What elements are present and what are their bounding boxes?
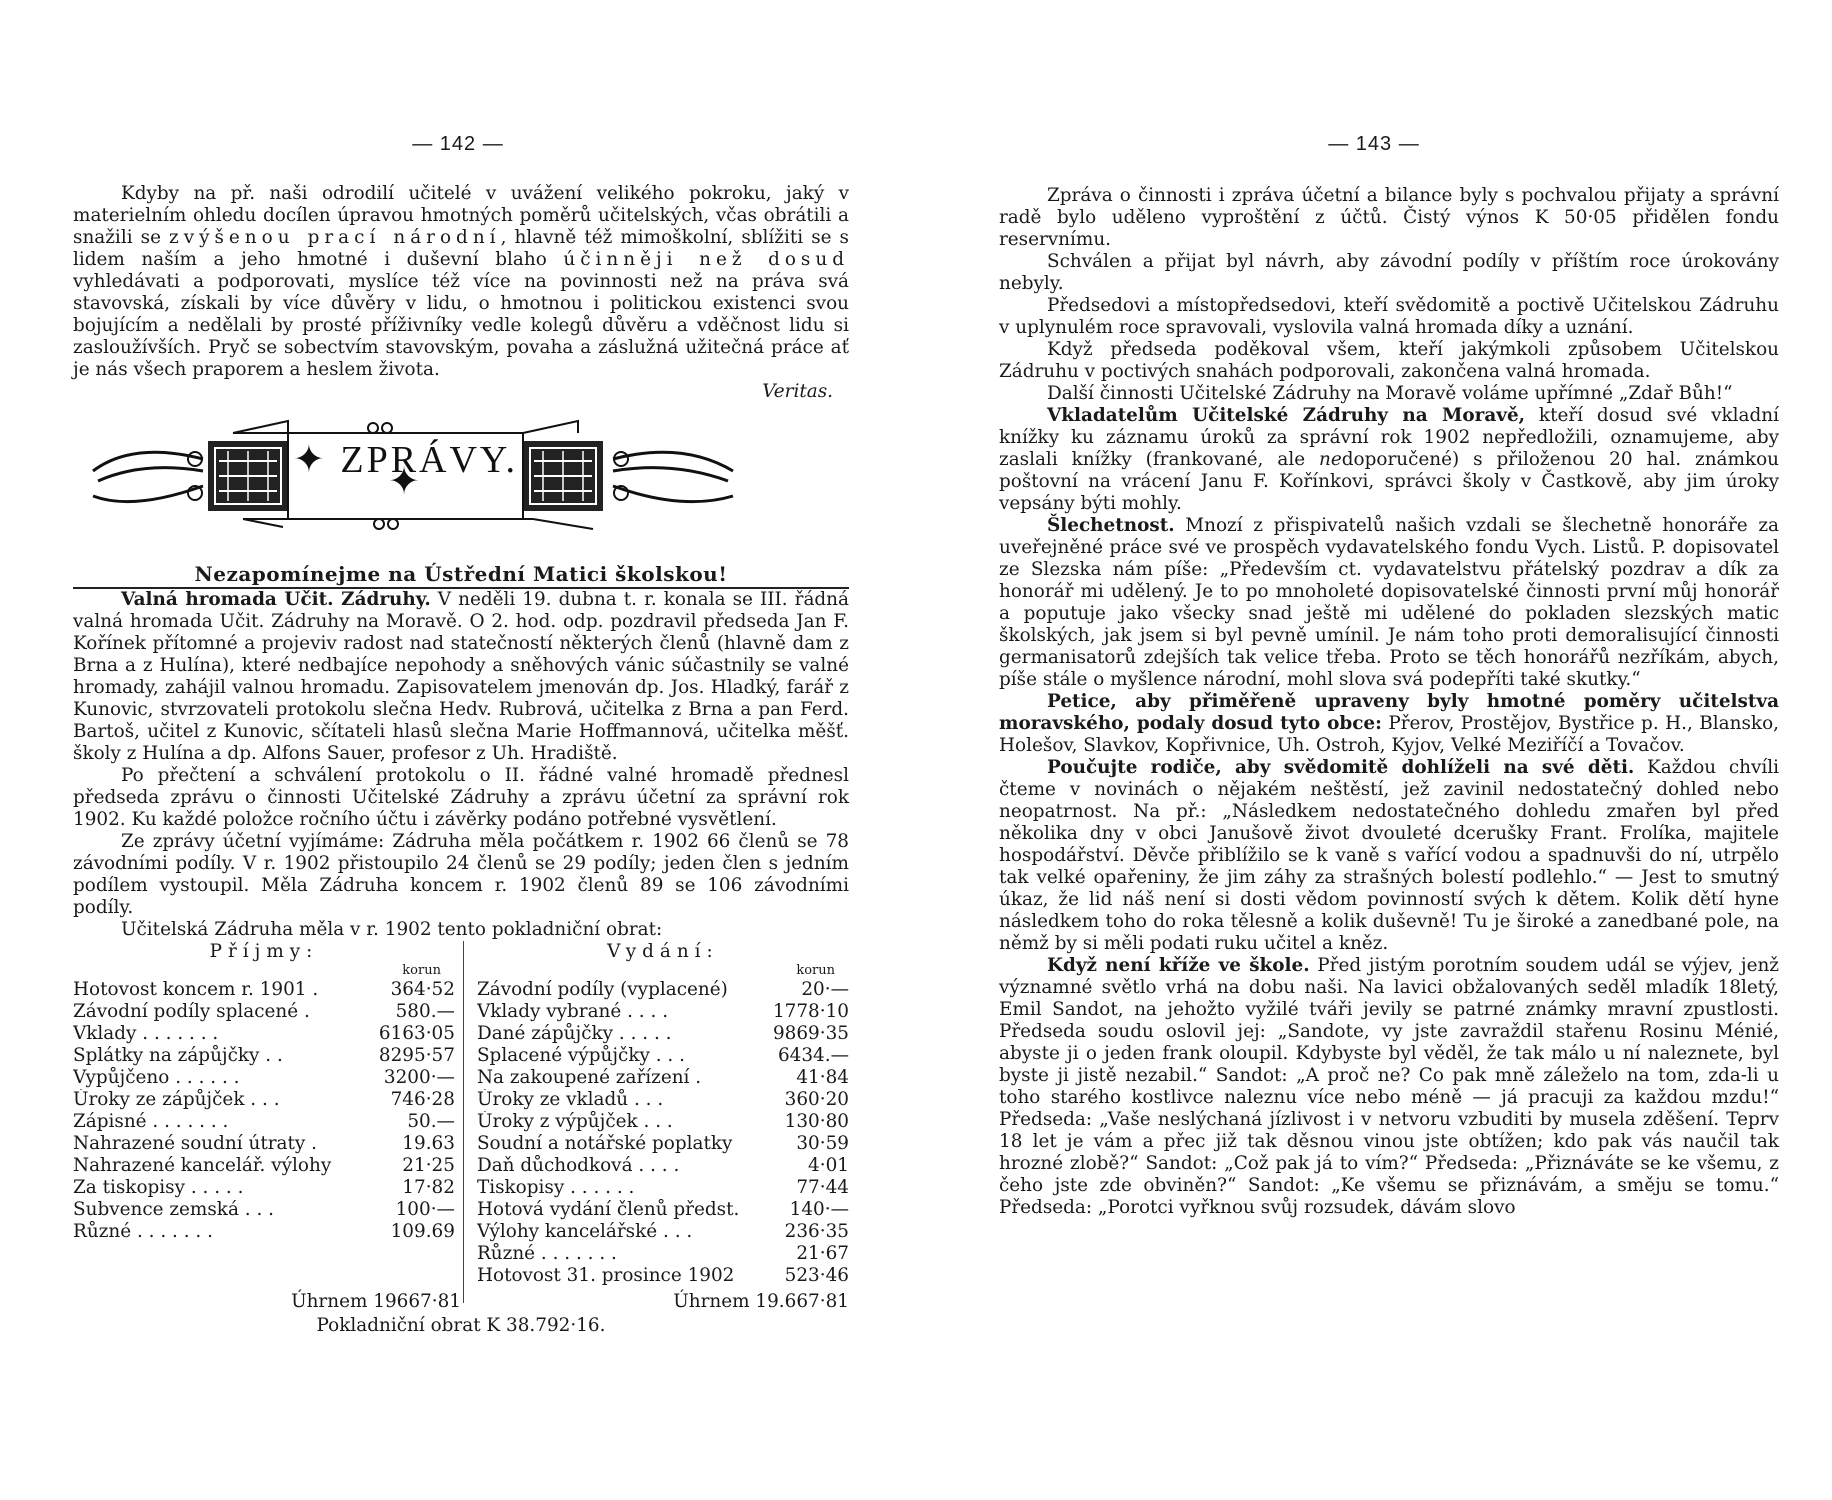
ledger-item-label: Splacené výpůjčky . . . — [476, 1045, 685, 1066]
ledger-columns — [73, 941, 849, 1287]
report-paragraph — [73, 589, 849, 765]
ledger-item-amount: 100·— — [395, 1199, 455, 1220]
ledger-item-amount: 9869·35 — [772, 1023, 849, 1044]
news-paragraph: Zpráva o činnosti i zpráva účetní a bilance byly s pochvalou přijaty a správní radě bylo uděleno vyproštění z účtů. Čistý výnos K 50·05 přidělen fondu reservnímu. — [999, 185, 1779, 250]
ledger-item-label: Vypůjčeno . . . . . . — [73, 1067, 240, 1088]
ledger-item-amount: 523·46 — [784, 1265, 849, 1286]
ledger-row — [73, 1133, 455, 1155]
ledger-item-label: Nahrazené kancelář. výlohy — [73, 1155, 332, 1176]
ledger-item-label: Vklady vybrané . . . . — [476, 1001, 669, 1022]
ledger-item-amount: 1778·10 — [772, 1001, 849, 1022]
ledger-item-amount: 746·28 — [390, 1089, 455, 1110]
item-body: kteří dosud své vkladní knížky ku záznamu úroků za správní rok 1902 nepředložili, oznamujeme, aby zaslali knížky (frankované, ale — [999, 405, 1780, 470]
members-paragraph: Ze zprávy účetní vyjímáme: Zádruha měla počátkem r. 1902 66 členů se 78 závodními podíly. V r. 1902 přistoupilo 24 členů se 29 podíly; jeden člen s jedním podílem vystoupil. Měla Zádruha koncem r. 1902 členů 89 se 106 závodními podíly. — [73, 831, 849, 918]
ledger-item-label: Hotovost koncem r. 1901 . — [73, 979, 319, 1000]
news-paragraph — [999, 691, 1779, 757]
ledger-row — [477, 1089, 849, 1111]
ledger-item-amount: 6434.— — [777, 1045, 849, 1066]
ledger-item-amount: 30·59 — [796, 1133, 849, 1154]
ledger-row — [477, 1155, 849, 1177]
ledger-row — [477, 1243, 849, 1265]
ledger-row — [73, 1221, 455, 1243]
news-paragraph — [999, 515, 1779, 691]
news-paragraph: Další činnosti Učitelské Zádruhy na Moravě voláme upřímné „Zdař Bůh!“ — [1047, 383, 1733, 404]
ledger-row — [477, 1111, 849, 1133]
item-lead: Poučujte rodiče, aby svědomitě dohlíželi na své děti. — [1047, 757, 1635, 778]
unit-label: korun — [402, 963, 441, 978]
ledger-row — [73, 1155, 455, 1177]
ledger-item-amount: 130·80 — [784, 1111, 849, 1132]
ledger-row — [73, 1199, 455, 1221]
income-header: Příjmy: — [209, 941, 319, 962]
editorial-paragraph — [73, 183, 849, 381]
section-heading: Nezapomínejme na Ústřední Matici školskou! — [73, 563, 849, 589]
ledger-item-amount: 364·52 — [390, 979, 455, 1000]
ledger-item-amount: 19.63 — [402, 1133, 455, 1154]
signature: Veritas. — [762, 381, 833, 402]
ledger-row — [73, 1001, 455, 1023]
protocol-paragraph: Po přečtení a schválení protokolu o II. řádné valné hromadě přednesl předseda zprávu o činnosti Učitelské Zádruhy a zprávu účetní za správní rok 1902. Ku každé položce ročního účtu i závěrky podáno potřebné vysvětlení. — [73, 765, 849, 830]
item-body: Mnozí z přispivatelů našich vzdali se šlechetně honoráře za uveřejněné práce své ve prospěch vydavatelského fondu Vych. Listů. P. dopisovatel ze Slezska nám píše: „Především ct. vydavatelstvu přátelský pozdrav a dík za honorář mi udělený. Je to po mnoholeté dopisovatelské činnosti první můj honorář a poputuje jako všecky snad ještě mi udělené do pokladen slezských matic školských, jak jsem si byl pevně umínil. Je nám toho proti demoralisující činnosti germanisatorů zdejších tak velice třeba. Proto se těch honorářů nezříkám, abych, píše stále o myšlence národní, mohl slova svá podepříti také skutky.“ — [999, 515, 1779, 690]
news-paragraph: Když předseda poděkoval všem, kteří jakýmkoli způsobem Učitelskou Zádruhu v poctivých snahách podporovali, zakončena valná hromada. — [999, 339, 1779, 382]
ledger-item-amount: 20·— — [801, 979, 849, 1000]
expense-rows — [477, 979, 849, 1287]
ledger-item-label: Subvence zemská . . . — [73, 1199, 274, 1220]
left-column — [73, 183, 849, 1337]
ledger-item-label: Nahrazené soudní útraty . — [73, 1133, 317, 1154]
ledger-item-label: Různé . . . . . . . — [476, 1243, 617, 1264]
ledger-row — [477, 1265, 849, 1287]
ledger-item-label: Zápisné . . . . . . . — [73, 1111, 229, 1132]
item-body: doporučené) s přiloženou 20 hal. známkou poštovní na vrácení Janu F. Kořínkovi, správci školy v Častkově, aby jim úroky vepsány býti mohly. — [999, 449, 1779, 514]
ledger-row — [477, 1133, 849, 1155]
item-lead: Šlechetnost. — [1047, 515, 1175, 536]
ledger-item-label: Na zakoupené zařízení . — [476, 1067, 702, 1088]
news-paragraph — [999, 757, 1779, 955]
ledger-item-amount: 77·44 — [796, 1177, 849, 1198]
ledger-item-amount: 236·35 — [784, 1221, 849, 1242]
ledger-item-amount: 580.— — [395, 1001, 455, 1022]
ledger-item-label: Splátky na zápůjčky . . — [73, 1045, 283, 1066]
editorial-text: Kdyby na př. naši odrodilí učitelé v uvážení velikého pokroku, jaký v materielním ohledu docílen úpravou hmotných poměrů učitelských, včas obrátili a snažili se — [73, 183, 849, 248]
news-paragraph — [999, 955, 1779, 1219]
news-paragraph: Předsedovi a místopředsedovi, kteří svědomitě a poctivě Učitelskou Zádruhu v uplynulém roce spravovali, vyslovila valná hromada díky a uznání. — [999, 295, 1779, 338]
item-body: Přerov, Prostějov, Bystřice p. H., Blansko, Holešov, Slavkov, Kopřivnice, Uh. Ostroh, Kyjov, Velké Meziříčí a Tovačov. — [999, 713, 1779, 756]
ledger-item-label: Výlohy kancelářské . . . — [476, 1221, 693, 1242]
ledger-item-label: Dané zápůjčky . . . . . — [476, 1023, 672, 1044]
ledger-row — [73, 1067, 455, 1089]
page-number: — 142 — — [412, 133, 504, 155]
page-number: — 143 — — [1328, 133, 1420, 155]
ledger-item-label: Hotovost 31. prosince 1902 — [476, 1265, 735, 1286]
ledger-row — [477, 1177, 849, 1199]
ledger-item-amount: 21·25 — [402, 1155, 455, 1176]
news-paragraph: Schválen a přijat byl návrh, aby závodní podíly v příštím roce úrokovány nebyly. — [999, 251, 1779, 294]
news-paragraph — [999, 405, 1779, 515]
cash-ledger — [73, 941, 849, 1337]
section-banner-title: ✦ ZPRÁVY. ✦ — [293, 439, 518, 503]
ledger-row — [477, 1023, 849, 1045]
expense-header: Vydání: — [607, 941, 719, 962]
item-italic: ne — [1319, 449, 1342, 470]
ledger-row — [477, 1199, 849, 1221]
spaced-emphasis: zvýšenou prací národní — [169, 227, 501, 248]
item-lead: Vkladatelům Učitelské Zádruhy na Moravě, — [1047, 405, 1526, 426]
ledger-item-amount: 50.— — [407, 1111, 455, 1132]
ledger-row — [477, 1221, 849, 1243]
expense-column — [463, 941, 849, 1287]
spaced-emphasis: účinněji než dosud — [563, 249, 849, 270]
ledger-row — [73, 1111, 455, 1133]
ledger-row — [477, 979, 849, 1001]
ledger-row — [73, 1177, 455, 1199]
ledger-totals — [73, 1291, 849, 1313]
expense-total: Úhrnem 19.667·81 — [673, 1291, 849, 1312]
ledger-item-label: Vklady . . . . . . . — [73, 1023, 219, 1044]
ledger-item-amount: 3200·— — [383, 1067, 455, 1088]
ledger-item-label: Úroky ze vkladů . . . — [476, 1089, 664, 1110]
ledger-item-label: Tiskopisy . . . . . . — [476, 1177, 635, 1198]
unit-label: korun — [796, 963, 835, 978]
income-column — [73, 941, 463, 1287]
ledger-item-amount: 21·67 — [796, 1243, 849, 1264]
ledger-row — [73, 979, 455, 1001]
ledger-row — [73, 1089, 455, 1111]
ledger-row — [477, 1045, 849, 1067]
item-lead: Když není kříže ve škole. — [1047, 955, 1310, 976]
ledger-item-amount: 41·84 — [796, 1067, 849, 1088]
ledger-item-label: Za tiskopisy . . . . . — [73, 1177, 244, 1198]
ledger-item-label: Soudní a notářské poplatky — [476, 1133, 733, 1154]
grand-total: Pokladniční obrat K 38.792·16. — [316, 1315, 606, 1336]
ledger-item-amount: 17·82 — [402, 1177, 455, 1198]
ledger-item-label: Různé . . . . . . . — [73, 1221, 213, 1242]
ledger-item-amount: 140·— — [789, 1199, 849, 1220]
ledger-row — [73, 1023, 455, 1045]
turnover-paragraph: Učitelská Zádruha měla v r. 1902 tento pokladniční obrat: — [121, 919, 663, 940]
report-lead: Valná hromada Učit. Zádruhy. — [121, 589, 431, 610]
ledger-row — [477, 1001, 849, 1023]
ledger-row — [477, 1067, 849, 1089]
ledger-item-label: Úroky z výpůjček . . . — [476, 1111, 673, 1132]
editorial-text: , hlavně též mimoškolní, sblížiti se s lidem naším a jeho hmotné i duševní blaho — [73, 227, 849, 270]
zpravy-banner — [73, 411, 849, 571]
ledger-item-amount: 109.69 — [390, 1221, 455, 1242]
item-lead: Petice, aby přiměřeně upraveny byly hmotné poměry učitelstva moravského, podaly dosud tyto obce: — [999, 691, 1779, 734]
ledger-row — [73, 1045, 455, 1067]
report-body: V neděli 19. dubna t. r. konala se III. řádná valná hromada Učit. Zádruhy na Moravě. O 2. hod. odp. pozdravil předseda Jan F. Kořínek přítomné a projeviv radost nad statečností některých členů (hlavně dam z Brna a z Hulína), které nedbajíce nepohody a sněhových vánic súčastnily se valné hromady, zahájil valnou hromadu. Zapisovatelem jmenován dp. Jos. Hladký, farář z Kunovic, stvrzovateli protokolu slečna Hedv. Rubrová, učitelka z Brna a pan Ferd. Bartoš, učitel z Kunovic, sčítateli hlasů slečna Marie Hoffmannová, učitelka měšť. školy z Hulína a dp. Alfons Sauer, profesor z Uh. Hradiště. — [73, 589, 849, 764]
ledger-item-amount: 8295·57 — [378, 1045, 455, 1066]
editorial-text: vyhledávati a podporovati, myslíce též více na povinnosti než na práva svá stavovská, získali by více důvěry v lidu, o hmotnou i politickou existenci svou bojujícím a nedělali by prosté příživníky vedle kolegů důvěru a vděčnost lidu si zasloužívších. Pryč se sobectvím stavovským, povaha a záslužná užitečná práce ať je nás všech praporem a heslem života. — [73, 271, 849, 380]
ledger-item-label: Závodní podíly (vyplacené) — [476, 979, 728, 1000]
ledger-item-label: Hotová vydání členů předst. — [476, 1199, 740, 1220]
ledger-item-amount: 4·01 — [808, 1155, 849, 1176]
item-body: Před jistým porotním soudem udál se výjev, jenž významné světlo vrhá na dobu naši. Na lavici obžalovaných seděl mladík 18letý, Emil Sandot, na jehožto vyžilé tváři jevily se patrné známky mravní zpustlosti. Předseda soudu oslovil jej: „Sandote, vy jste zavraždil stařenu Rosinu Ménié, abyste ji o jeden frank oloupil. Kdybyste byl věděl, že tak málo u ní naleznete, byl byste ji jistě nezabil.“ Sandot: „A proč ne? Co pak mně záleželo na tom, zda-li u toho starého kostlivce naleznu více nebo méně — já pracuji za každou mzdu!“ Předseda: „Vaše neslýchaná jízlivost i v netvoru vzbuditi by musela zděšení. Teprv 18 let je vám a přec již tak děsnou vinou jste obtížen; kdo pak vás naučil tak hrozné zlobě?“ Sandot: „Což pak já to vím?“ Předseda: „Přiznáváte se ke všemu, z čeho jste zde obviněn?“ Sandot: „Ke všemu se přiznávám, a směju se tomu.“ Předseda: „Porotci vyřknou svůj rozsudek, dávám slovo — [999, 955, 1779, 1218]
income-total: Úhrnem 19667·81 — [291, 1291, 461, 1312]
ledger-item-amount: 360·20 — [784, 1089, 849, 1110]
right-column — [999, 185, 1779, 1219]
ledger-item-label: Daň důchodková . . . . — [476, 1155, 680, 1176]
ledger-item-label: Závodní podíly splacené . — [73, 1001, 310, 1022]
ledger-item-amount: 6163·05 — [378, 1023, 455, 1044]
income-rows — [73, 979, 455, 1243]
ledger-item-label: Úroky ze zápůjček . . . — [73, 1089, 280, 1110]
item-body: Každou chvíli čteme v novinách o nějakém neštěstí, jež zavinil nedostatečný dohled nebo neopatrnost. Na př.: „Následkem nedostatečného dohledu zmařen byl před několika dny v obci Janušově život dvouleté dcerušky Frant. Frolíka, majitele hospodářství. Děvče přiblížilo se k vaně s vařící vodou a spadnuvši do ní, utrpělo tak velké opařeniny, že jim záhy za strašných bolestí podlehlo.“ — Jest to smutný úkaz, že lid náš není si dosti vědom povinností svých k dětem. Kolik dětí hyne následkem toho do roka tělesně a kolik duševně! Tu je široké a zanedbané pole, na němž by si měli podati ruku učitel a kněz. — [999, 757, 1779, 954]
page-143 — [916, 0, 1832, 1500]
